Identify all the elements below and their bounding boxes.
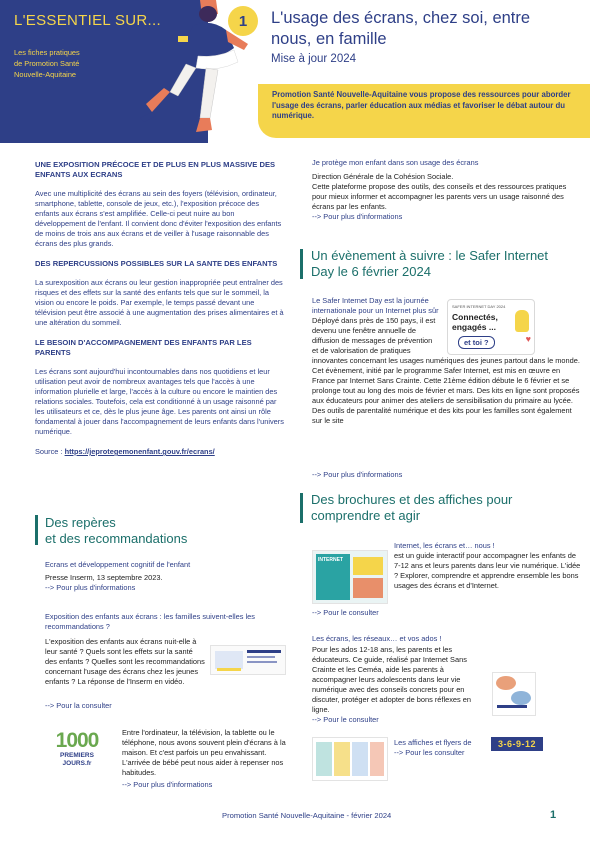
paragraph-accompagnement: Les écrans sont aujourd'hui incontournables dans nos quotidiens et leur utilisation peut avoir de nombreux avantages tels que l'accès à une information plurielle et large, l'accès à la culture ou encore le maintien des relations sociales. Toutefois, cela est conditionné à un usage raisonné par les utilisateurs et ce, dès le plus jeune âge. Les parents ont ainsi un rôle fondamental à jouer dans l'accompagnement de leurs enfants dans l'univers numérique. xyxy=(35,367,284,436)
heading-exposition: UNE EXPOSITION PRÉCOCE ET DE PLUS EN PLUS MASSIVE DES ENFANTS AUX ECRANS xyxy=(35,160,276,179)
brochure-1 xyxy=(394,541,584,591)
protect-title: Je protège mon enfant dans son usage des écrans xyxy=(312,158,479,167)
protect-block xyxy=(312,158,577,222)
repere-2-link[interactable]: --> Pour la consulter xyxy=(45,701,112,710)
brochure-2-link[interactable]: --> Pour le consulter xyxy=(312,715,379,724)
protect-org: Direction Générale de la Cohésion Sociale. xyxy=(312,172,454,181)
page-title: L'usage des écrans, chez soi, entre nous, en famille xyxy=(271,9,531,48)
brochure-3 xyxy=(394,738,486,758)
heading-accompagnement: LE BESOIN D'ACCOMPAGNEMENT DES ENFANTS PAR LES PARENTS xyxy=(35,338,252,357)
brochure-2-body: Pour les ados 12-18 ans, les parents et les éducateurs. Ce guide, réalisé par Internet Sans Crainte et les Ceméa, aide les parents à accompagner leurs adolescents dans leur vie numérique avec des conseils concrets pour en discuter, protéger et adopter de bons réflexes en ligne. xyxy=(312,645,471,714)
brochure-internet-cover[interactable]: INTERNET xyxy=(312,550,388,604)
safer-internet-day-poster[interactable]: SAFER INTERNET DAY 2024 Connectés, engagés ... et toi ? ♥ xyxy=(447,299,535,355)
intro-box xyxy=(258,84,590,138)
left-column xyxy=(35,160,285,457)
brochure-1-link[interactable]: --> Pour le consulter xyxy=(312,608,379,617)
intro-text: Promotion Santé Nouvelle-Aquitaine vous propose des ressources pour aborder l'usage des écrans, parler éducation aux médias et favoriser le débat autour du numérique. xyxy=(272,90,571,120)
repere-item-1 xyxy=(45,560,285,593)
paragraph-exposition: Avec une multiplicité des écrans au sein des foyers (télévision, ordinateur, smartphone, tablette, console de jeux, etc.), l'exposition précoce des enfants aux écrans s'est amplifiée. Celle-ci peut nuire au bon développement de l'enfant. Il convient donc d'éviter l'exposition des enfants de moins de trois ans aux écrans et de veiller à l'usage raisonnable des écrans des plus grands. xyxy=(35,189,282,248)
brochure-2-title: Les écrans, les réseaux… et vos ados ! xyxy=(312,634,442,643)
update-date: Mise à jour 2024 xyxy=(271,53,357,65)
sheet-number: 1 xyxy=(238,12,248,30)
brochure-3-title: Les affiches et flyers de xyxy=(394,738,472,747)
sheet-number-badge xyxy=(228,6,258,36)
heading-repercussions: DES REPERCUSSIONS POSSIBLES SUR LA SANTE DES ENFANTS xyxy=(35,259,278,268)
affiches-thumbnail[interactable] xyxy=(312,737,388,781)
event-body: Déployé dans près de 150 pays, il est devenu une fenêtre annuelle de diffusion de messages de prévention et de valorisation de pratiques innovantes concernant les usages numériques des jeunes partout dans le monde. Cet évènement, initié par le programme Safer Internet, est mis en œuvre en France par Internet Sans Crainte. Cette 21ème édition débute le 6 février et se prolonge tout au long des mois de février et mars. Des kits en ligne sont proposés aux éducateurs pour animer des ateliers de sensibilisation du primaire au lycée. Des outils de parentalité numérique et des kits pour les familles sont également sur le site xyxy=(312,316,582,426)
footer-text: Promotion Santé Nouvelle-Aquitaine - février 2024 xyxy=(222,811,392,820)
page-number: 1 xyxy=(550,809,557,821)
event-lead: Le Safer Internet Day est la journée internationale pour un Internet plus sûr xyxy=(312,296,439,315)
protect-link[interactable]: --> Pour plus d'informations xyxy=(312,212,403,221)
brand-title: L'ESSENTIEL SUR... xyxy=(14,12,161,29)
brochure-1-body: est un guide interactif pour accompagner les enfants de 7-12 ans et leurs parents dans leur vie numérique. L'idée ? Explorer, comprendre et apprendre ensemble les bons usages des écrans et d'Internet. xyxy=(394,551,581,590)
section-title-brochures: Des brochures et des affiches pour comprendre et agir xyxy=(311,492,513,523)
paragraph-repercussions: La surexposition aux écrans ou leur gestion inappropriée peut entraîner des risques et des effets sur la santé des enfants tels que sur le sommeil, la vision ou encore le poids. Par exemple, le temps passé devant une télévision peut être associé à une augmentation des prises alimentaires et à une altération du sommeil. xyxy=(35,278,284,327)
brochure-ados-cover[interactable] xyxy=(492,672,536,716)
section-title-reperes: Des repères et des recommandations xyxy=(45,515,188,546)
protect-body: Cette plateforme propose des outils, des conseils et des ressources pratiques pour mieux informer et accompagner les parents vers un usage raisonné des écrans par les enfants. xyxy=(312,182,567,211)
repere-1-link[interactable]: --> Pour plus d'informations xyxy=(45,583,136,592)
1000-premiers-jours-logo: 1000 PREMIERS JOURS.fr xyxy=(55,729,99,767)
poster-wrap-spacer xyxy=(440,316,582,356)
source-line: Source : https://jeprotegemonenfant.gouv.fr/ecrans/ xyxy=(35,447,215,456)
section-bar-brochures xyxy=(300,493,303,523)
section-title-event: Un évènement à suivre : le Safer Internet Day le 6 février 2024 xyxy=(311,248,549,279)
inserm-video-thumbnail[interactable] xyxy=(210,645,286,675)
source-link[interactable]: https://jeprotegemonenfant.gouv.fr/ecrans/ xyxy=(64,447,215,456)
repere-item-3-body: Entre l'ordinateur, la télévision, la tablette ou le téléphone, nous avons souvent plein d'écrans à la maison. Et c'est parfois un peu envahissant. L'arrivée de bébé peut nous aider à repenser nos habitudes. xyxy=(122,728,286,777)
event-link[interactable]: --> Pour plus d'informations xyxy=(312,470,403,479)
section-bar-reperes xyxy=(35,515,38,545)
3-6-9-12-badge: 3-6-9-12 xyxy=(491,737,543,751)
repere-1-source: Presse Inserm, 13 septembre 2023. xyxy=(45,573,163,582)
brand-subtitle: Les fiches pratiques de Promotion Santé Nouvelle-Aquitaine xyxy=(14,48,80,79)
repere-3-link[interactable]: --> Pour plus d'informations xyxy=(122,780,213,789)
brochure-1-title: Internet, les écrans et… nous ! xyxy=(394,541,495,550)
section-bar-event xyxy=(300,249,303,279)
repere-1-title: Ecrans et développement cognitif de l'enfant xyxy=(45,560,191,569)
brochure-2 xyxy=(312,634,488,725)
heart-icon: ♥ xyxy=(525,334,531,344)
repere-item-2-body: L'exposition des enfants aux écrans nuit-elle à leur santé ? Quels sont les effets sur la santé des enfants ? Quelles sont les recommandations concernant l'usage des écrans chez les jeunes enfants ? La réponse de l'Inserm en vidéo. xyxy=(45,637,205,686)
repere-item-2-title: Exposition des enfants aux écrans : les familles suivent-elles les recommandations ? xyxy=(45,612,255,631)
brochure-3-link[interactable]: --> Pour les consulter xyxy=(394,748,465,757)
